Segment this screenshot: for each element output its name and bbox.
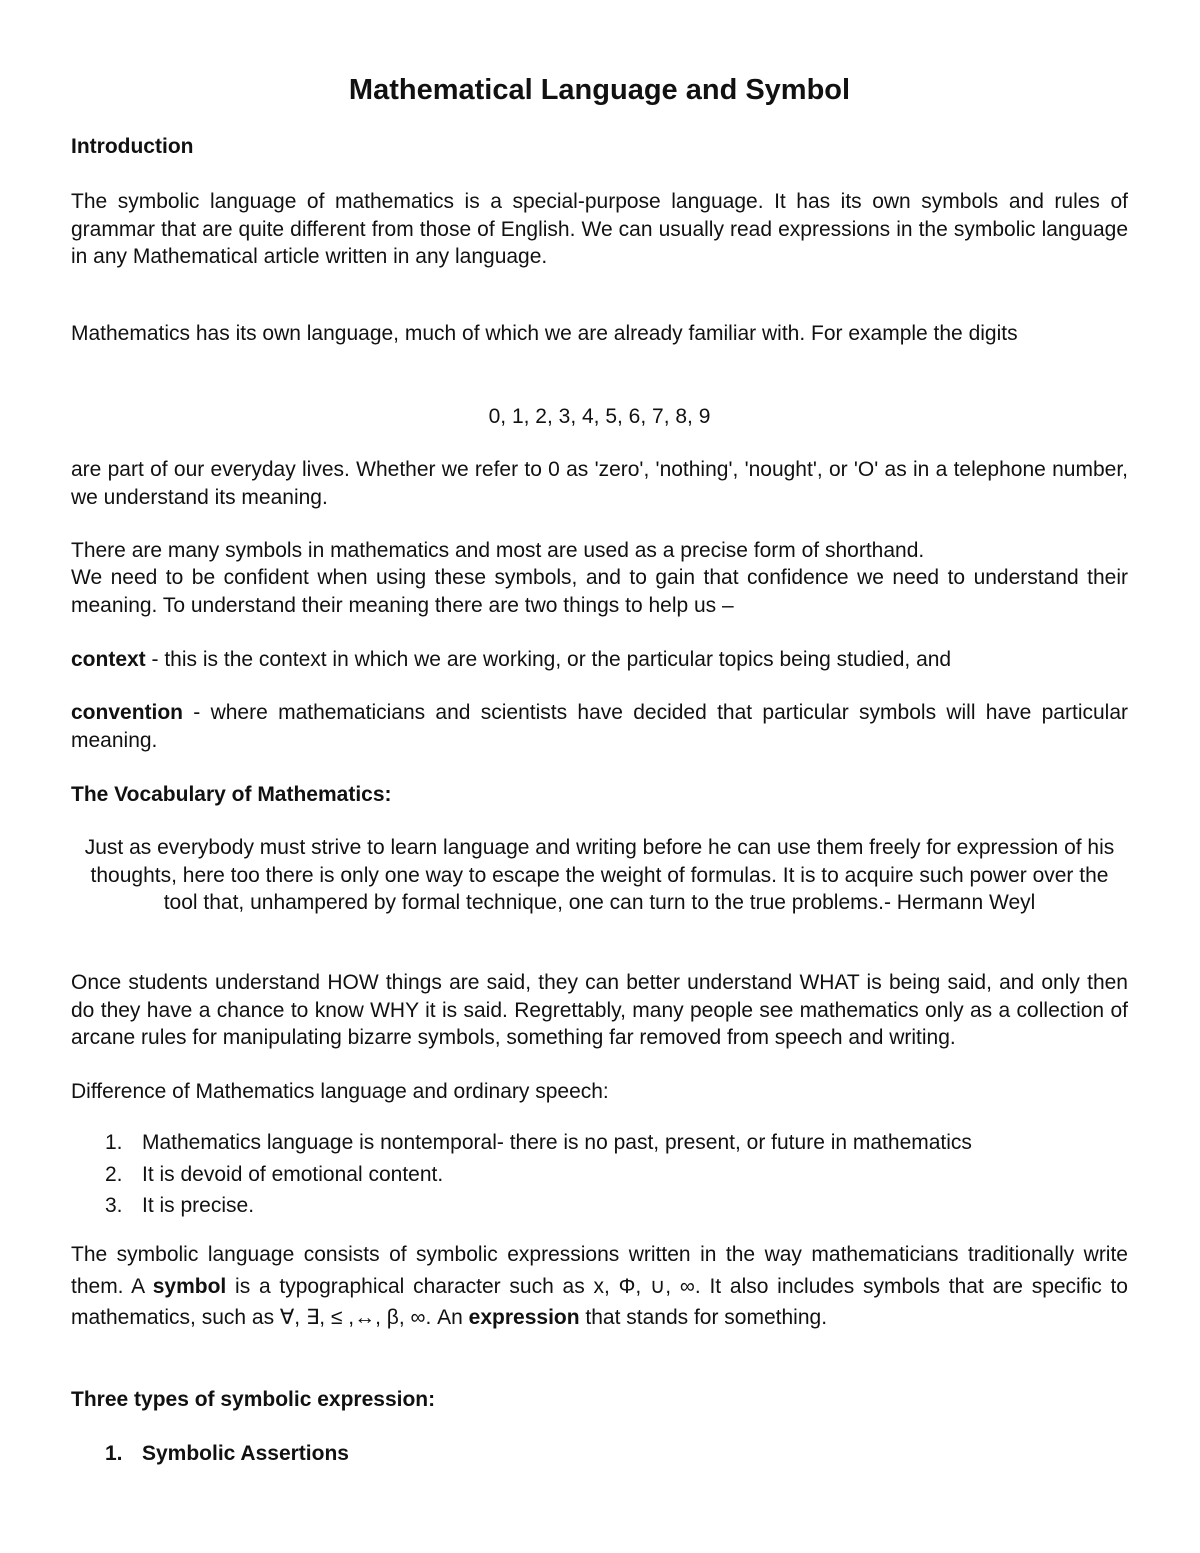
document-title: Mathematical Language and Symbol xyxy=(348,74,851,106)
list-item xyxy=(71,1159,1128,1191)
intro-paragraph-4a: There are many symbols in mathematics and most are used as a precise form of shorthand. xyxy=(71,539,925,562)
convention-definition xyxy=(71,699,1128,754)
list-item-number: 1. xyxy=(105,1131,123,1154)
list-item-text: It is devoid of emotional content. xyxy=(142,1162,444,1186)
types-item-number: 1. xyxy=(105,1442,123,1465)
differences-list xyxy=(71,1127,1128,1222)
list-item-text: Mathematics language is nontemporal- there is no past, present, or future in mathematics xyxy=(142,1131,972,1154)
symbolic-text-1: The symbolic language consists of symbolic expressions written in the way mathematicians traditionally write them. A xyxy=(71,1243,1128,1298)
expression-term: expression xyxy=(468,1306,580,1329)
list-item-number: 3. xyxy=(105,1194,123,1217)
context-definition xyxy=(71,646,1128,674)
list-item xyxy=(71,1190,1128,1222)
convention-term: convention xyxy=(71,701,184,724)
list-item xyxy=(71,1127,1128,1159)
list-item-text: It is precise. xyxy=(142,1194,255,1217)
types-item-text: Symbolic Assertions xyxy=(142,1442,349,1465)
intro-paragraph-3: are part of our everyday lives. Whether we refer to 0 as 'zero', 'nothing', 'nought', or 'O' as in a telephone number, we understand its meaning. xyxy=(71,458,1128,509)
context-term: context xyxy=(71,648,146,671)
types-heading: Three types of symbolic expression: xyxy=(71,1388,436,1411)
digits-line: 0, 1, 2, 3, 4, 5, 6, 7, 8, 9 xyxy=(488,405,711,428)
intro-heading: Introduction xyxy=(71,135,194,158)
intro-paragraph-2: Mathematics has its own language, much of which we are already familiar with. For example the digits xyxy=(71,322,1018,345)
vocabulary-heading: The Vocabulary of Mathematics: xyxy=(71,783,392,806)
vocabulary-paragraph-2: Difference of Mathematics language and ordinary speech: xyxy=(71,1080,609,1103)
context-description: - this is the context in which we are working, or the particular topics being studied, and xyxy=(145,648,952,671)
intro-paragraph-4b: We need to be confident when using these symbols, and to gain that confidence we need to understand their meaning. To understand their meaning there are two things to help us – xyxy=(71,566,1128,617)
weyl-quote: Just as everybody must strive to learn language and writing before he can use them freely for expression of his thoughts, here too there is only one way to escape the weight of formulas. It is to acquire such power over the tool that, unhampered by formal technique, one can turn to the true problems.- Hermann Weyl xyxy=(84,836,1115,914)
symbolic-text-3: that stands for something. xyxy=(579,1306,828,1329)
symbolic-language-paragraph xyxy=(71,1239,1128,1334)
vocabulary-paragraph-1: Once students understand HOW things are said, they can better understand WHAT is being said, and only then do they have a chance to know WHY it is said. Regrettably, many people see mathematics only as a collection of arcane rules for manipulating bizarre symbols, something far removed from speech and writing. xyxy=(71,971,1128,1049)
convention-description: - where mathematicians and scientists have decided that particular symbols will have particular meaning. xyxy=(71,701,1128,752)
symbolic-text-2: is a typographical character such as x, Φ, ∪, ∞. It also includes symbols that are specific to mathematics, such as ∀, ∃, ≤ ,↔, β, ∞. An xyxy=(71,1274,1128,1329)
symbol-term: symbol xyxy=(152,1274,227,1298)
list-item-number: 2. xyxy=(105,1162,123,1186)
intro-paragraph-1: The symbolic language of mathematics is a special-purpose language. It has its own symbols and rules of grammar that are quite different from those of English. We can usually read expressions in the symbolic language in any Mathematical article written in any language. xyxy=(71,190,1128,268)
